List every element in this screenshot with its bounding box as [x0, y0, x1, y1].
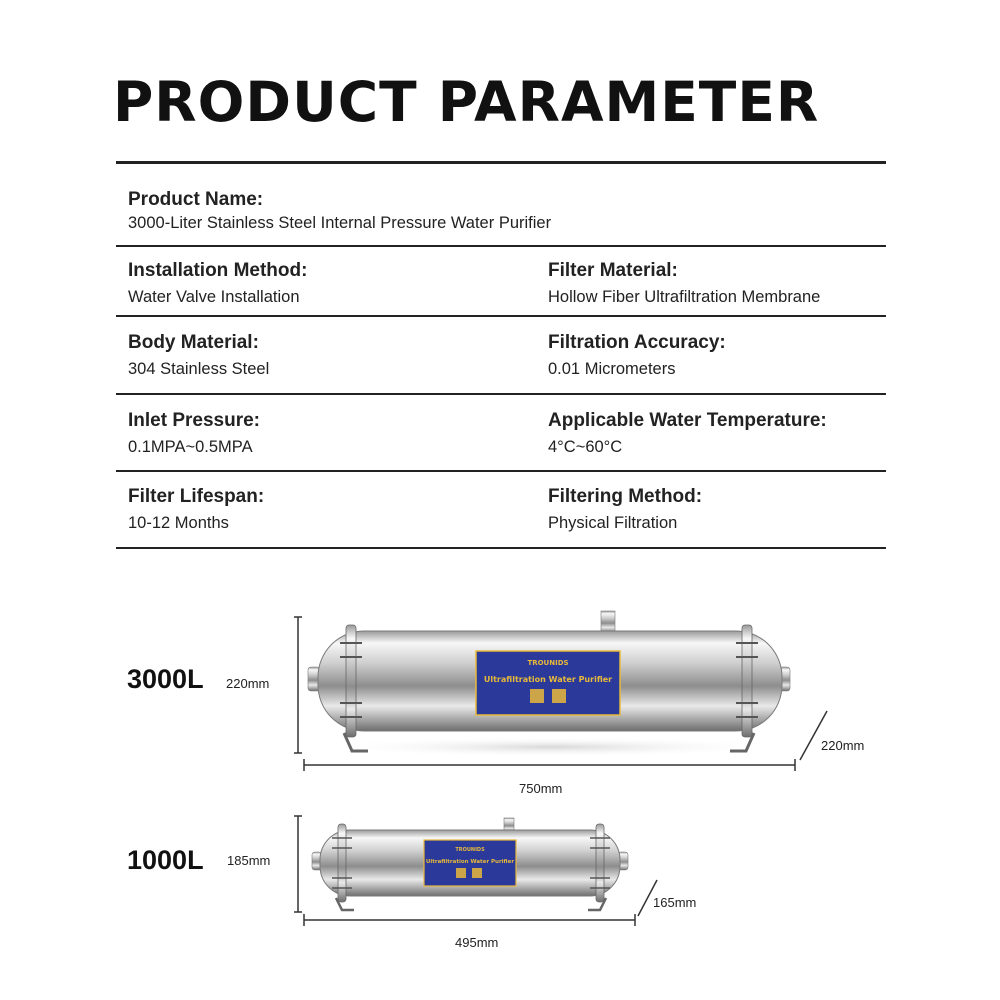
- param-installation-method: [128, 260, 307, 307]
- height-dimension-small: 185mm: [227, 853, 271, 868]
- param-inlet-pressure: [128, 410, 260, 457]
- label-text: Ultrafiltration Water Purifier: [425, 859, 515, 865]
- row-divider: [116, 393, 886, 395]
- height-dimension-large: 220mm: [226, 676, 270, 691]
- param-label: Inlet Pressure:: [128, 410, 260, 431]
- param-label: Filter Material:: [548, 260, 678, 281]
- purifier-3000l-image: [290, 605, 850, 775]
- param-value: 3000-Liter Stainless Steel Internal Pressure Water Purifier: [128, 214, 552, 232]
- page-title: PRODUCT PARAMETER: [113, 70, 820, 134]
- param-filtration-accuracy: [548, 332, 726, 379]
- row-divider: [116, 547, 886, 549]
- param-label: Product Name:: [128, 189, 264, 210]
- param-filter-lifespan: [128, 486, 264, 533]
- row-divider: [116, 470, 886, 472]
- param-value: 10-12 Months: [128, 514, 229, 532]
- param-value: Water Valve Installation: [128, 288, 300, 306]
- param-label: Filtration Accuracy:: [548, 332, 726, 353]
- param-value: 4°C~60°C: [548, 438, 623, 456]
- param-water-temperature: [548, 410, 827, 457]
- label-brand: TROUNIDS: [455, 847, 485, 853]
- depth-dimension-small: 165mm: [653, 895, 697, 910]
- param-product-name: [128, 189, 551, 233]
- label-text: Ultrafiltration Water Purifier: [483, 675, 613, 684]
- model-capacity-3000l: 3000L: [127, 664, 204, 694]
- length-dimension-large: 750mm: [519, 781, 563, 796]
- header-divider: [116, 161, 886, 164]
- param-value: Physical Filtration: [548, 514, 678, 532]
- param-filtering-method: [548, 486, 702, 533]
- depth-dimension-large: 220mm: [821, 738, 865, 753]
- param-label: Installation Method:: [128, 260, 308, 281]
- param-label: Filter Lifespan:: [128, 486, 265, 507]
- purifier-1000l-image: [290, 810, 670, 930]
- param-value: 0.1MPA~0.5MPA: [128, 438, 253, 456]
- param-value: Hollow Fiber Ultrafiltration Membrane: [548, 288, 821, 306]
- param-body-material: [128, 332, 269, 379]
- row-divider: [116, 245, 886, 247]
- param-filter-material: [548, 260, 820, 307]
- param-value: 304 Stainless Steel: [128, 360, 270, 378]
- length-dimension-small: 495mm: [455, 935, 499, 950]
- model-capacity-1000l: 1000L: [127, 845, 204, 875]
- param-label: Body Material:: [128, 332, 259, 353]
- param-label: Applicable Water Temperature:: [548, 410, 827, 431]
- row-divider: [116, 315, 886, 317]
- param-label: Filtering Method:: [548, 486, 703, 507]
- depth-dimension-line: [638, 880, 657, 916]
- depth-dimension-line: [800, 711, 827, 760]
- label-brand: TROUNIDS: [527, 659, 569, 667]
- param-value: 0.01 Micrometers: [548, 360, 676, 378]
